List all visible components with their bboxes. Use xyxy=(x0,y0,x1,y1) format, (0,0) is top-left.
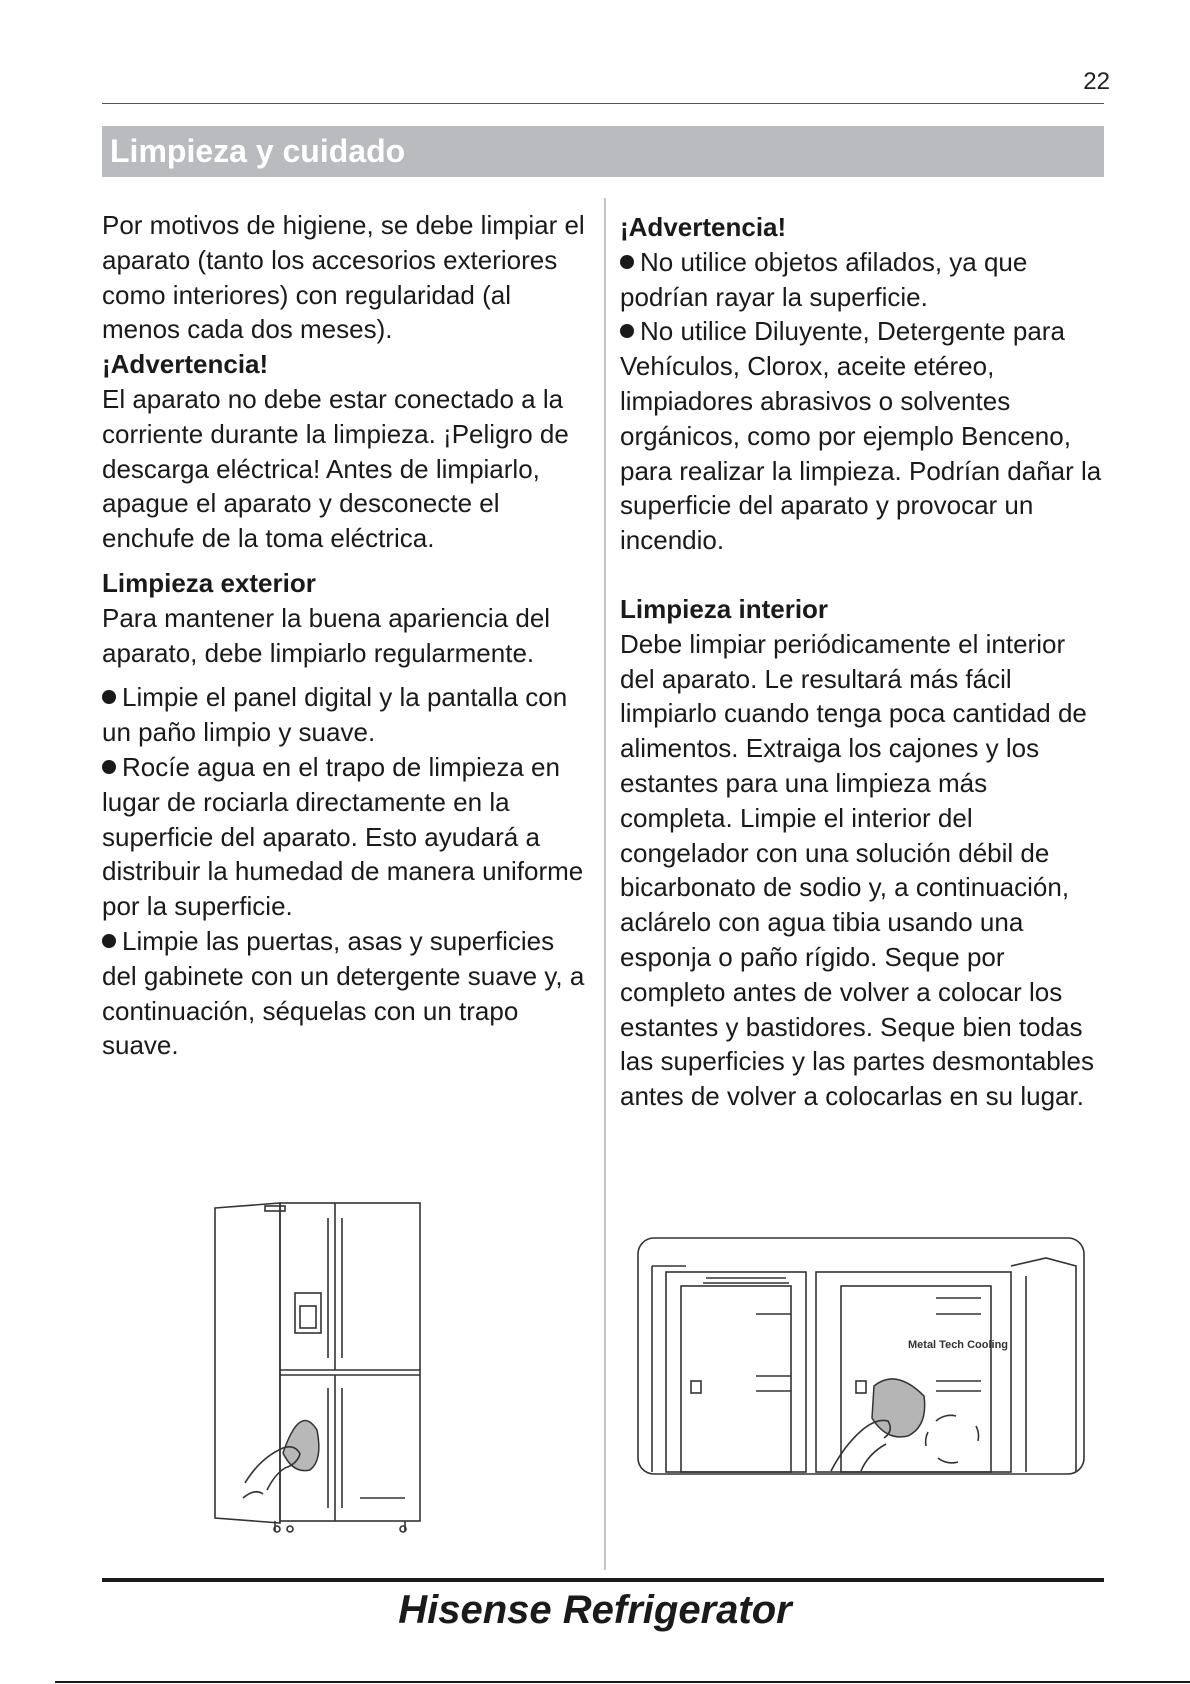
bullet-icon xyxy=(620,324,634,338)
bullet-item xyxy=(102,750,590,924)
bullet-text: Limpie el panel digital y la pantalla con un paño limpio y suave. xyxy=(102,682,568,748)
footer-brand: Hisense Refrigerator xyxy=(398,1588,792,1632)
warning-paragraph: El aparato no debe estar conectado a la corriente durante la limpieza. ¡Peligro de descarga eléctrica! Antes de limpiarlo, apague el aparato y desconecte el enchufe de la toma eléctrica. xyxy=(102,383,569,554)
bullet-item xyxy=(102,924,590,1063)
footer-divider xyxy=(102,1578,1104,1582)
interior-heading: Limpieza interior xyxy=(620,593,829,624)
column-divider xyxy=(604,198,606,1570)
cloth-icon xyxy=(872,1379,925,1437)
refrigerator-exterior-illustration xyxy=(205,1198,435,1538)
bullet-icon xyxy=(102,760,116,774)
page-bottom-line xyxy=(55,1681,1190,1683)
bullet-icon xyxy=(102,934,116,948)
bullet-item xyxy=(620,245,1106,315)
intro-paragraph: Por motivos de higiene, se debe limpiar el aparato (tanto los accesorios exteriores como interiores) con regularidad (al menos cada dos meses). xyxy=(102,210,585,345)
bullet-text: No utilice Diluyente, Detergente para Vehículos, Clorox, aceite etéreo, limpiadores abrasivos o solventes orgánicos, como por ejemplo Benceno, para realizar la limpieza. Podrían dañar la superficie del aparato y provocar un incendio. xyxy=(620,316,1102,556)
exterior-heading: Limpieza exterior xyxy=(102,567,316,598)
interior-paragraph: Debe limpiar periódicamente el interior del aparato. Le resultará más fácil limpiarlo cuando tenga poca cantidad de alimentos. Extraiga los cajones y los estantes para una limpieza más completa. Limpie el interior del congelador con una solución débil de bicarbonato de sodio y, a continuación, aclárelo con agua tibia usando una esponja o paño rígido. Seque por completo antes de volver a colocar los estantes y bastidores. Seque bien todas las superficies y las partes desmontables antes de volver a colocarlas en su lugar. xyxy=(620,628,1095,1112)
bullet-text: Rocíe agua en el trapo de limpieza en lugar de rociarla directamente en la superficie del aparato. Esto ayudará a distribuir la humedad de manera uniforme por la superficie. xyxy=(102,751,584,922)
top-divider xyxy=(102,103,1104,104)
bullet-item xyxy=(620,314,1106,558)
section-title: Limpieza y cuidado xyxy=(102,126,1104,177)
bullet-text: Limpie las puertas, asas y superficies del gabinete con un detergente suave y, a continuación, séquelas con un trapo suave. xyxy=(102,925,585,1061)
warning-heading: ¡Advertencia! xyxy=(102,349,269,380)
interior-brand-label: Metal Tech Cooling xyxy=(908,1339,1009,1351)
warning-heading: ¡Advertencia! xyxy=(620,212,787,242)
bullet-text: No utilice objetos afilados, ya que podrían rayar la superficie. xyxy=(620,246,1028,312)
cloth-icon xyxy=(283,1421,319,1471)
bullet-icon xyxy=(620,255,634,269)
bullet-item xyxy=(102,680,590,750)
refrigerator-interior-illustration xyxy=(636,1236,1086,1476)
right-column xyxy=(620,210,1106,1114)
left-column xyxy=(102,208,590,1063)
exterior-intro: Para mantener la buena apariencia del aparato, debe limpiarlo regularmente. xyxy=(102,602,551,668)
page-number: 22 xyxy=(1083,68,1110,95)
bullet-icon xyxy=(102,690,116,704)
